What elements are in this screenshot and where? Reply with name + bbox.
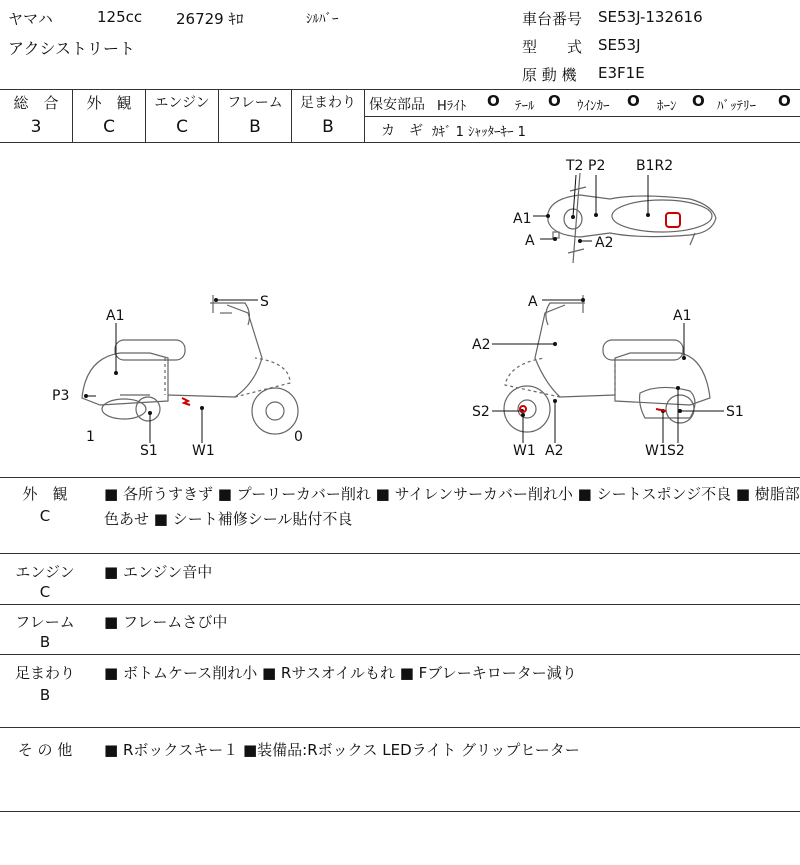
grade-label-frame: フレーム <box>227 95 283 111</box>
safety-mark-horn: O <box>692 92 705 110</box>
diagram-label-s2: S2 <box>667 443 685 459</box>
frame-no: SE53J-132616 <box>598 8 703 26</box>
section-grade: B <box>39 686 51 704</box>
model-name: アクシストリート <box>8 39 136 58</box>
divider <box>0 727 800 728</box>
diagram-label-0: 0 <box>294 429 303 445</box>
divider <box>0 811 800 812</box>
grade-value-exterior: C <box>103 117 115 137</box>
diagram-label-b1r2: B1R2 <box>636 158 674 174</box>
section-title: フレーム <box>15 613 75 631</box>
diagram-label-s2: S2 <box>472 404 490 420</box>
diagram-label-a2: A2 <box>472 337 491 353</box>
divider <box>0 604 800 605</box>
section-grade: B <box>39 633 51 651</box>
safety-item-headlight: Hﾗｲﾄ <box>437 99 467 114</box>
engine-value: E3F1E <box>598 64 645 82</box>
safety-mark-tail: O <box>548 92 561 110</box>
type-value: SE53J <box>598 36 641 54</box>
mileage: 26729 ｷﾛ <box>176 10 244 28</box>
color: ｼﾙﾊﾞｰ <box>306 12 339 27</box>
section-text: ■ ボトムケース削れ小 ■ Rサスオイルもれ ■ Fブレーキローター減り <box>104 664 577 682</box>
grade-label-overall: 総 合 <box>13 94 59 112</box>
divider <box>0 654 800 655</box>
section-text: ■ エンジン音中 <box>104 563 213 581</box>
section-grade: C <box>39 507 51 525</box>
grade-label-engine: エンジン <box>154 95 210 111</box>
grade-value-engine: C <box>176 117 188 137</box>
section-text: ■ Rボックスキー１ ■装備品:Rボックス LEDライト グリップヒーター <box>104 741 580 759</box>
diagram-label-a: A <box>528 294 538 310</box>
section-title: 足まわり <box>14 664 75 682</box>
diagram-label-a2: A2 <box>595 235 614 251</box>
grade-value-suspension: B <box>322 117 334 137</box>
diagram-label-a2: A2 <box>545 443 564 459</box>
damage-diagram <box>0 143 800 477</box>
grade-value-frame: B <box>249 117 261 137</box>
type-label: 型 式 <box>522 38 583 56</box>
diagram-label-w1: W1 <box>192 443 215 459</box>
diagram-label-1: 1 <box>86 429 95 445</box>
safety-mark-battery: O <box>778 92 791 110</box>
safety-item-winker: ｳｲﾝｶｰ <box>577 99 610 114</box>
divider <box>0 477 800 478</box>
section-title: 外 観 <box>22 485 68 503</box>
safety-mark-winker: O <box>627 92 640 110</box>
diagram-label-w1: W1 <box>513 443 536 459</box>
displacement: 125cc <box>97 8 143 26</box>
diagram-label-a: A <box>525 233 535 249</box>
diagram-label-s: S <box>260 294 269 310</box>
diagram-label-t2: T2 <box>566 158 584 174</box>
diagram-label-s1: S1 <box>726 404 744 420</box>
divider <box>0 89 800 90</box>
divider <box>365 116 800 117</box>
section-text: ■ フレームさび中 <box>104 613 228 631</box>
diagram-label-a1: A1 <box>106 308 125 324</box>
diagram-label-p2: P2 <box>588 158 606 174</box>
safety-item-horn: ﾎｰﾝ <box>657 99 677 114</box>
grade-label-exterior: 外 観 <box>86 94 132 112</box>
safety-item-tail: ﾃｰﾙ <box>515 99 535 114</box>
grade-value-overall: 3 <box>30 117 42 137</box>
key-value: ｶｷﾞ 1 ｼｬｯﾀｰｷｰ 1 <box>432 125 526 140</box>
diagram-label-s1: S1 <box>140 443 158 459</box>
maker: ヤマハ <box>8 10 53 28</box>
grade-label-suspension: 足まわり <box>300 95 356 111</box>
diagram-label-a1: A1 <box>673 308 692 324</box>
diagram-label-w1: W1 <box>645 443 668 459</box>
safety-mark-headlight: O <box>487 92 500 110</box>
divider <box>364 89 365 142</box>
section-text-line2: 色あせ ■ シート補修シール貼付不良 <box>104 510 353 528</box>
section-text: ■ 各所うすきず ■ プーリーカバー削れ ■ サイレンサーカバー削れ小 ■ シートスポンジ不良 ■ 樹脂部 <box>104 485 800 503</box>
engine-label: 原 動 機 <box>522 66 577 84</box>
section-grade: C <box>39 583 51 601</box>
safety-item-battery: ﾊﾞｯﾃﾘｰ <box>717 99 756 114</box>
safety-label: 保安部品 <box>369 97 425 113</box>
frame-no-label: 車台番号 <box>522 10 583 28</box>
section-title: そ の 他 <box>17 741 73 759</box>
section-title: エンジン <box>15 563 75 581</box>
key-label: カ ギ <box>381 123 423 139</box>
diagram-label-p3: P3 <box>52 388 70 404</box>
diagram-label-a1: A1 <box>513 211 532 227</box>
divider <box>0 553 800 554</box>
